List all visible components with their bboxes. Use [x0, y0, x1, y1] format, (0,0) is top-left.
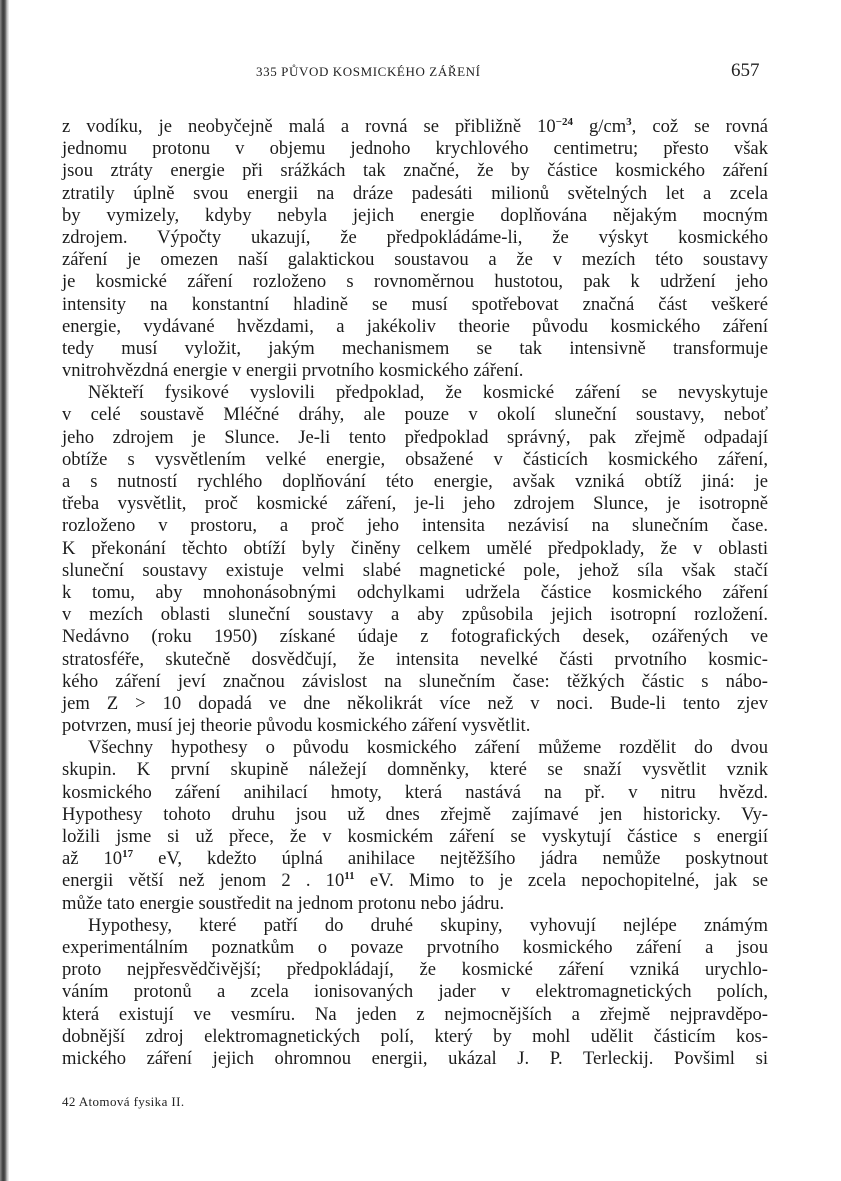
text-run: g/cm	[572, 116, 627, 137]
text-run: energie, vydávané hvězdami, a jakékoliv theorie původu kosmického záření	[62, 315, 768, 337]
superscript-exponent: 3	[626, 116, 632, 128]
text-run: zdrojem. Výpočty ukazují, že předpokládáme-li, že výskyt kosmického	[62, 226, 768, 248]
text-line	[62, 937, 768, 959]
text-line	[62, 493, 768, 515]
text-line	[62, 249, 768, 271]
text-run: experimentálním poznatkům o povaze prvotního kosmického záření a jsou	[62, 936, 768, 958]
text-run: Hypothesy, které patří do druhé skupiny, vyhovují nejlépe známým	[88, 914, 768, 936]
text-line	[62, 759, 768, 781]
text-line	[62, 560, 768, 582]
page-number: 657	[731, 60, 760, 81]
text-run: by vymizely, kdyby nebyla jejich energie doplňována nějakým mocným	[62, 204, 768, 226]
superscript-exponent: 17	[122, 848, 134, 861]
text-run: Někteří fysikové vyslovili předpoklad, že kosmické záření se nevyskytuje	[88, 382, 768, 404]
paragraph	[62, 737, 768, 915]
text-run: skupin. K první skupině náležejí domněnky, které se snaží vysvětlit vznik	[62, 759, 768, 781]
text-run: tedy musí vyložit, jakým mechanismem se tak intensivně transformuje	[62, 337, 768, 359]
text-run: až 10	[62, 848, 123, 870]
text-line	[62, 959, 768, 981]
text-line	[62, 826, 768, 848]
paragraph	[62, 382, 768, 737]
text-run: která existují ve vesmíru. Na jeden z nejmocnějších a zřejmě nejpravděpo-	[62, 1003, 768, 1025]
text-line	[62, 915, 768, 937]
text-run: mického záření jejich ohromnou energii, ukázal J. P. Terleckij. Povšiml si	[62, 1047, 768, 1069]
text-run: stratosféře, skutečně dosvědčují, že intensita nevelké části prvotního kosmic-	[62, 648, 768, 670]
text-line	[62, 715, 768, 737]
running-head: 335 PŮVOD KOSMICKÉHO ZÁŘENÍ	[256, 64, 481, 79]
text-run: , což se rovná	[631, 116, 768, 137]
text-line	[62, 626, 768, 648]
text-run: jeho zdrojem je Slunce. Je-li tento předpoklad správný, pak zřejmě odpadají	[62, 426, 768, 448]
text-run: dobnější zdroj elektromagnetických polí, který by mohl udělit částicím kos-	[62, 1025, 768, 1047]
text-run: vnitrohvězdná energie v energii prvotního kosmického záření.	[62, 360, 524, 382]
text-run: v celé soustavě Mléčné dráhy, ale pouze v okolí sluneční soustavy, neboť	[62, 404, 768, 426]
text-line	[62, 271, 768, 293]
text-run: jsou ztráty energie při srážkách tak značné, že by částice kosmického záření	[62, 160, 768, 182]
text-run: rozloženo v prostoru, a proč jeho intensita nezávisí na slunečním čase.	[62, 515, 768, 537]
text-run: Všechny hypothesy o původu kosmického záření můžeme rozdělit do dvou	[88, 737, 768, 759]
text-run: potvrzen, musí jej theorie původu kosmického záření vysvětlit.	[62, 715, 531, 737]
footer-signature: 42 Atomová fysika II.	[62, 1094, 185, 1109]
text-run: obtíže s vysvětlením velké energie, obsažené v částicích kosmického záření,	[62, 448, 768, 470]
text-line	[62, 893, 768, 915]
text-line	[62, 183, 768, 205]
text-run: jednomu protonu v objemu jednoho krychlového centimetru; přesto však	[62, 138, 768, 160]
text-run: třeba vysvětlit, proč kosmické záření, je-li jeho zdrojem Slunce, je isotropně	[62, 493, 768, 515]
text-line	[62, 848, 768, 870]
body-text	[62, 116, 768, 1070]
text-line	[62, 804, 768, 826]
superscript-exponent: −24	[555, 116, 573, 128]
text-line	[62, 693, 768, 715]
paragraph	[62, 116, 768, 382]
text-run: v mezích oblasti sluneční soustavy a aby způsobila jejich isotropní rozložení.	[62, 604, 768, 626]
text-run: ztratily úplně svou energii na dráze padesáti milionů světelných let a zcela	[62, 182, 768, 204]
text-run: záření je omezen naší galaktickou soustavou a že v mezích této soustavy	[62, 249, 768, 271]
text-run: energii větší než jenom 2 . 10	[62, 870, 345, 892]
text-run: sluneční soustavy existuje velmi slabé magnetické pole, jehož síla však stačí	[62, 559, 768, 581]
text-line	[62, 116, 768, 138]
text-run: může tato energie soustředit na jednom protonu nebo jádru.	[62, 892, 505, 914]
text-line	[62, 471, 768, 493]
text-line	[62, 515, 768, 537]
text-line	[62, 538, 768, 560]
superscript-exponent: 11	[344, 870, 355, 883]
text-line	[62, 737, 768, 759]
text-run: váním protonů a zcela ionisovaných jader v elektromagnetických polích,	[62, 981, 768, 1003]
text-line	[62, 294, 768, 316]
text-run: z vodíku, je neobyčejně malá a rovná se přibližně 10	[62, 116, 556, 137]
text-line	[62, 1048, 768, 1070]
text-run: k tomu, aby mnohonásobnými odchylkami udržela částice kosmického záření	[62, 581, 768, 603]
text-line	[62, 870, 768, 892]
text-run: kosmického záření anihilací hmoty, která nastává na př. v nitru hvězd.	[62, 781, 768, 803]
text-run: eV, kdežto úplná anihilace nejtěžšího jádra nemůže poskytnout	[133, 848, 768, 870]
text-run: jem Z > 10 dopadá ve dne několikrát více než v noci. Bude-li tento zjev	[62, 692, 768, 714]
text-line	[62, 449, 768, 471]
text-line	[62, 427, 768, 449]
page-binding-edge	[0, 0, 9, 1181]
text-run: Hypothesy tohoto druhu jsou už dnes zřejmě zajímavé jen historicky. Vy-	[62, 803, 768, 825]
text-line	[62, 981, 768, 1003]
text-run: kého záření jeví značnou závislost na slunečním čase: těžkých částic s nábo-	[62, 670, 768, 692]
text-line	[62, 338, 768, 360]
text-line	[62, 404, 768, 426]
text-run: proto nejpřesvědčivější; předpokládají, že kosmické záření vzniká urychlo-	[62, 959, 768, 981]
text-line	[62, 671, 768, 693]
text-run: Nedávno (roku 1950) získané údaje z fotografických desek, ozářených ve	[62, 626, 768, 648]
text-line	[62, 227, 768, 249]
text-line	[62, 649, 768, 671]
text-run: eV. Mimo to je zcela nepochopitelné, jak se	[354, 870, 768, 892]
text-line	[62, 160, 768, 182]
paragraph	[62, 915, 768, 1070]
text-run: intensity na konstantní hladině se musí spotřebovat značná část veškeré	[62, 293, 768, 315]
text-line	[62, 604, 768, 626]
text-run: K překonání těchto obtíží byly činěny celkem umělé předpoklady, že v oblasti	[62, 537, 768, 559]
text-run: je kosmické záření rozloženo s rovnoměrnou hustotou, pak k udržení jeho	[62, 271, 768, 293]
text-line	[62, 382, 768, 404]
text-line	[62, 138, 768, 160]
text-line	[62, 360, 768, 382]
text-line	[62, 316, 768, 338]
text-run: ložili jsme si už přece, že v kosmickém záření se vyskytují částice s energií	[62, 826, 768, 847]
text-line	[62, 1026, 768, 1048]
text-line	[62, 1004, 768, 1026]
text-line	[62, 582, 768, 604]
text-line	[62, 205, 768, 227]
text-line	[62, 782, 768, 804]
text-run: a s nutností rychlého doplňování této energie, avšak vzniká obtíž jiná: je	[62, 471, 768, 492]
